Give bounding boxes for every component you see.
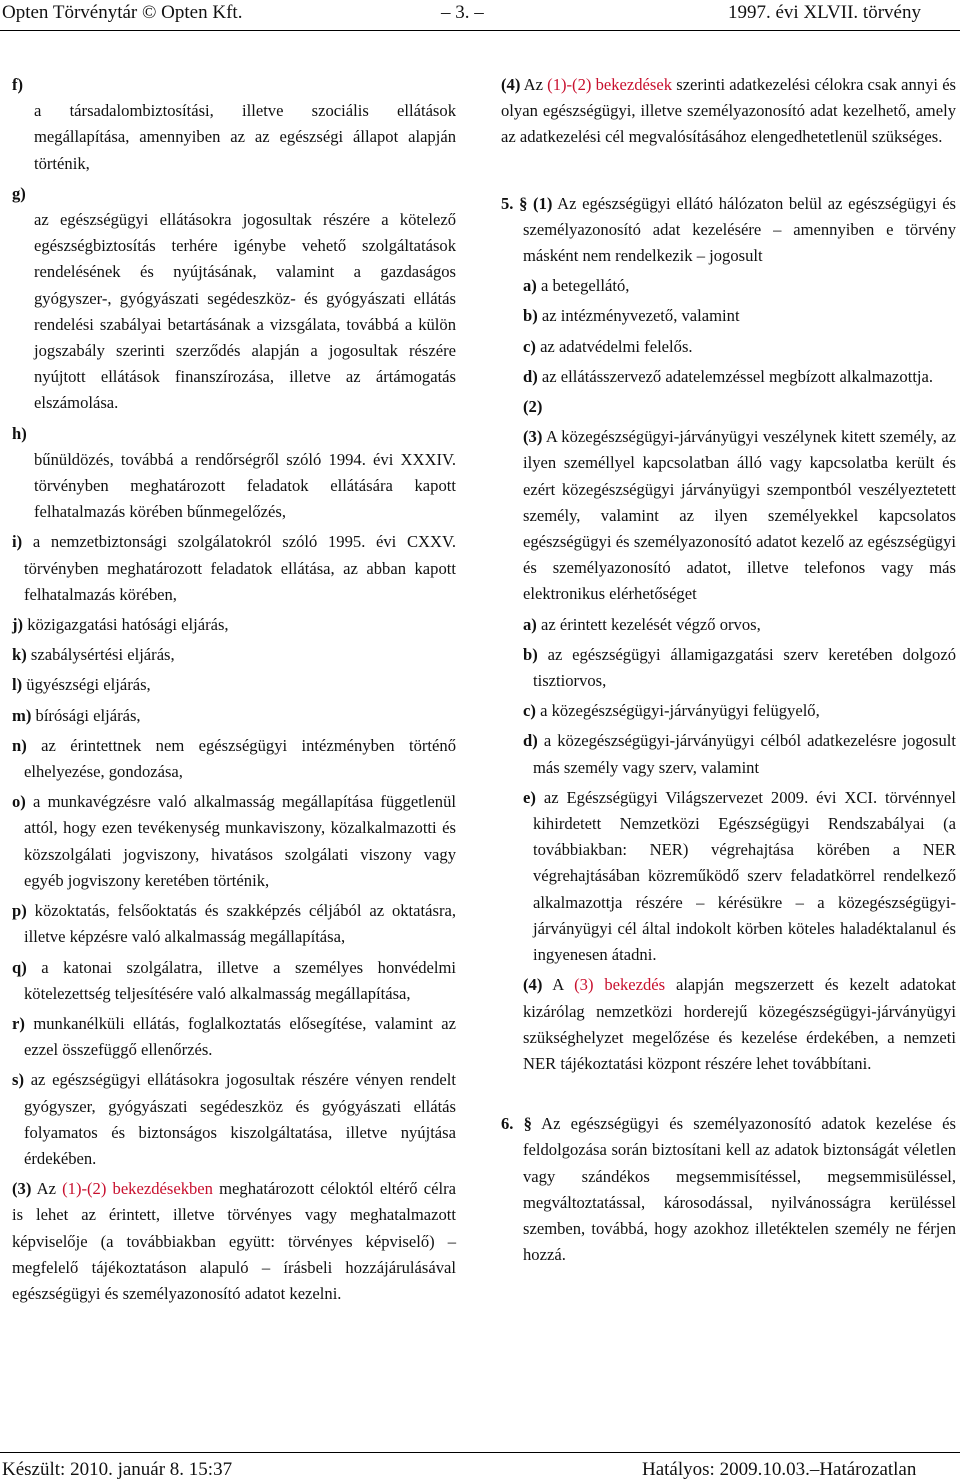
section-5-p3-item-a [523, 612, 956, 638]
section-5-item-d-label: d) [523, 366, 538, 386]
section-5-p3-item-b-text: az egészségügyi államigazgatási szerv keretében dolgozó tisztiorvos, [533, 644, 956, 691]
section-5-item-c-text: az adatvédelmi felelős. [540, 336, 693, 356]
section-5-paragraph-2 [501, 394, 956, 420]
item-q [12, 955, 456, 1007]
section-5-item-c [523, 334, 956, 360]
item-s [12, 1067, 456, 1172]
item-r-text: munkanélküli ellátás, foglalkoztatás elősegítése, valamint az ezzel összefüggő ellenőrzés. [24, 1013, 456, 1060]
item-n [12, 733, 456, 785]
paragraph-3-pre: Az [36, 1179, 56, 1199]
section-5-p3-item-b [523, 642, 956, 694]
section-5-p3-text: A közegészségügyi-járványügyi veszélynek kitett személy, az ilyen személlyel kapcsolatban álló vagy kapcsolatba került és ezért közegészségügyi járványügyi szempontból veszélyeztetett személy, valamint az ilyen személyekkel kapcsolatos egészségügyi és személyazonosító adatot kezelő az egészségügyi és személyazonosító adatot, illetve telefonos vagy más elektronikus elérhetőséget [523, 427, 956, 604]
header-law-title: 1997. évi XLVII. törvény [728, 2, 921, 23]
section-5-p2-label: (2) [523, 397, 543, 417]
item-m-label: m) [12, 705, 32, 725]
section-5-p4-pre: A [552, 975, 564, 995]
paragraph-4-label: (4) [501, 75, 521, 94]
section-5-p4-label: (4) [523, 975, 543, 995]
paragraph-3-reference-link[interactable]: (1)-(2) bekezdésekben [62, 1179, 213, 1199]
section-6 [501, 1111, 956, 1268]
header-page-number: – 3. – [441, 2, 484, 23]
item-j-label: j) [12, 615, 24, 635]
paragraph-3 [12, 1176, 456, 1307]
section-5-item-b-text: az intézményvezető, valamint [541, 306, 740, 326]
item-n-label: n) [12, 735, 27, 755]
item-p [12, 898, 456, 950]
item-f [12, 72, 456, 177]
item-o [12, 789, 456, 894]
item-m-text: bírósági eljárás, [35, 705, 141, 725]
section-5-paragraph-4 [501, 972, 956, 1077]
item-g-text: az egészségügyi ellátásokra jogosultak részére a kötelező egészségbiztosítás terhére igénybe vehető szolgáltatások rendelésének és nyújtásának, valamint a gazdaságos gyógyszer-, gyógyászati segédeszköz- és gyógyászati ellátás rendelési szabályai betartásának a vizsgálata, továbbá a külön jogszabály szerinti szerződés alapján a jogosultak részére nyújtott ellátások finanszírozása, illetve az ártámogatás elszámolása. [34, 210, 456, 413]
section-5-item-b [523, 303, 956, 329]
item-h-label: h) [12, 423, 27, 443]
paragraph-3-label: (3) [12, 1179, 32, 1199]
right-column [501, 72, 956, 1272]
item-k-label: k) [12, 645, 27, 665]
section-5-p4-text: alapján megszerzett és kezelt adatokat kizárólag nemzetközi horderejű közegészségügyi-járványügyi szükséghelyzet megelőzése és kezelése érdekében, a nemzeti NER tájékoztatási központ részére lehet továbbítani. [523, 975, 956, 1073]
section-5-item-a-label: a) [523, 276, 537, 296]
section-5-item-c-label: c) [523, 336, 536, 356]
section-5-paragraph-3 [501, 424, 956, 607]
item-q-label: q) [12, 957, 27, 977]
footer-divider [0, 1452, 960, 1453]
paragraph-3-text: meghatározott céloktól eltérő célra is lehet az érintett, illetve törvényes vagy meghatalmazott képviselője (a továbbiakban együtt: törvényes képviselő) – megfelelő tájékoztatáson alapuló – írásbeli hozzájárulásával egészségügyi és személyazonosító adatot kezelni. [12, 1179, 456, 1303]
section-5-p3-item-e [523, 785, 956, 968]
section-5-item-a-text: a betegellátó, [540, 276, 630, 296]
section-5-p3-item-a-text: az érintett kezelését végző orvos, [540, 614, 761, 634]
item-p-label: p) [12, 901, 27, 921]
item-l-label: l) [12, 675, 23, 695]
item-p-text: közoktatás, felsőoktatás és szakképzés céljából az oktatásra, illetve képzésre való alkalmasság megállapítása, [24, 901, 456, 947]
section-5-item-a [523, 273, 956, 299]
section-5-p3-item-d [523, 728, 956, 780]
footer-created: Készült: 2010. január 8. 15:37 [2, 1459, 233, 1480]
item-r [12, 1011, 456, 1063]
item-g-label: g) [12, 183, 26, 203]
item-s-label: s) [12, 1070, 24, 1090]
item-m [12, 703, 456, 729]
item-o-label: o) [12, 792, 26, 812]
section-5-paragraph-1 [501, 191, 956, 270]
section-5-p3-item-c-label: c) [523, 701, 536, 721]
section-5-label: 5. § [501, 193, 528, 213]
page-footer [0, 1458, 960, 1482]
page-header [0, 0, 960, 30]
item-s-text: az egészségügyi ellátásokra jogosultak részére vényen rendelt gyógyszer, gyógyászati segédeszköz és gyógyászati ellátás folyamatos és biztonságos kiszolgáltatása, illetve nyújtása érdekében. [24, 1070, 456, 1168]
section-6-text: Az egészségügyi és személyazonosító adatok kezelése és feldolgozása során biztosítani kell az adatok biztonságát véletlen vagy szándékos megsemmisítéssel, megsemmisüléssel, megváltoztatással, károsodással, nyilvánosságra kerüléssel szemben, továbbá, hogy azokhoz illetéktelen személy ne férjen hozzá. [523, 1114, 956, 1265]
section-5-p3-item-e-text: az Egészségügyi Világszervezet 2009. évi XCI. törvénnyel kihirdetett Nemzetközi Egészségügyi Rendszabályai (a továbbiakban: NER) végrehajtása körében a NER végrehajtásában közreműködő szerv feladatkörrel rendelkező alkalmazottja részére – kérésükre – a közegészségügyi-járványügyi cél által indokolt körben köteles haladéktalanul és ingyenesen átadni. [533, 787, 956, 965]
section-5-p3-item-d-text: a közegészségügyi-járványügyi célból adatkezelésre jogosult más személy vagy szerv, valamint [533, 731, 956, 777]
paragraph-4 [501, 72, 956, 151]
item-n-text: az érintettnek nem egészségügyi intézményben történő elhelyezése, gondozása, [24, 735, 456, 782]
section-spacer-2 [501, 1081, 956, 1111]
item-j [12, 612, 456, 638]
section-5-p3-item-e-label: e) [523, 787, 536, 807]
item-i-label: i) [12, 532, 23, 552]
left-column [12, 72, 456, 1311]
item-h [12, 421, 456, 526]
section-spacer [501, 155, 956, 191]
item-i-text: a nemzetbiztonsági szolgálatokról szóló 1995. évi CXXV. törvényben meghatározott feladatok ellátása, az abban kapott felhatalmazás körében, [24, 532, 456, 604]
footer-effective: Hatályos: 2009.10.03.–Határozatlan [642, 1459, 917, 1480]
section-5-item-b-label: b) [523, 306, 538, 326]
header-divider [0, 30, 960, 31]
section-5-p4-reference-link[interactable]: (3) bekezdés [574, 975, 666, 995]
item-f-label: f) [12, 75, 24, 94]
paragraph-4-reference-link[interactable]: (1)-(2) bekezdések [547, 75, 673, 94]
item-k [12, 642, 456, 668]
section-5-p1-text: Az egészségügyi ellátó hálózaton belül az egészségügyi és személyazonosító adat kezelésére – amennyiben e törvény másként nem rendelkezik – jogosult [523, 193, 957, 266]
item-l-text: ügyészségi eljárás, [26, 675, 151, 695]
header-publisher: Opten Törvénytár © Opten Kft. [2, 2, 243, 23]
section-5-p3-item-c-text: a közegészségügyi-járványügyi felügyelő, [540, 701, 820, 721]
item-q-text: a katonai szolgálatra, illetve a személyes honvédelmi kötelezettség teljesítésére való alkalmasság megállapítása, [24, 957, 456, 1003]
item-f-text: a társadalombiztosítási, illetve szociális ellátások megállapítása, amennyiben az az egészségi állapot alapján történik, [34, 101, 456, 173]
section-6-label: 6. § [501, 1114, 532, 1134]
section-5-p3-item-c [523, 698, 956, 724]
item-k-text: szabálysértési eljárás, [30, 645, 175, 665]
section-5-p3-label: (3) [523, 427, 543, 447]
item-i [12, 529, 456, 608]
paragraph-4-text: szerinti adatkezelési célokra csak annyi és olyan egészségügyi, illetve személyazonosító adat kezelhető, amely az adatkezelési cél megvalósításához elengedhetetlenül szükséges. [501, 75, 957, 147]
item-o-text: a munkavégzésre való alkalmasság megállapítása függetlenül attól, hogy ezen tevékenység munkaviszony, közalkalmazotti és közszolgálati jogviszony, hivatásos szolgálati viszony vagy egyéb jogviszony keretében történik, [24, 792, 456, 890]
item-j-text: közigazgatási hatósági eljárás, [27, 615, 229, 635]
section-5-p3-item-d-label: d) [523, 731, 538, 751]
paragraph-4-pre: Az [523, 75, 543, 94]
section-5-p1-label: (1) [533, 193, 553, 213]
item-h-text: bűnüldözés, továbbá a rendőrségről szóló 1994. évi XXXIV. törvényben meghatározott feladatok ellátására kapott felhatalmazás körében bűnmegelőzés, [34, 449, 456, 522]
section-5-item-d-text: az ellátásszervező adatelemzéssel megbízott alkalmazottja. [541, 366, 934, 386]
section-5-item-d [523, 364, 956, 390]
item-r-label: r) [12, 1013, 25, 1033]
section-5-p3-item-b-label: b) [523, 644, 538, 664]
item-l [12, 672, 456, 698]
section-5-p3-item-a-label: a) [523, 614, 537, 634]
item-g [12, 181, 456, 417]
